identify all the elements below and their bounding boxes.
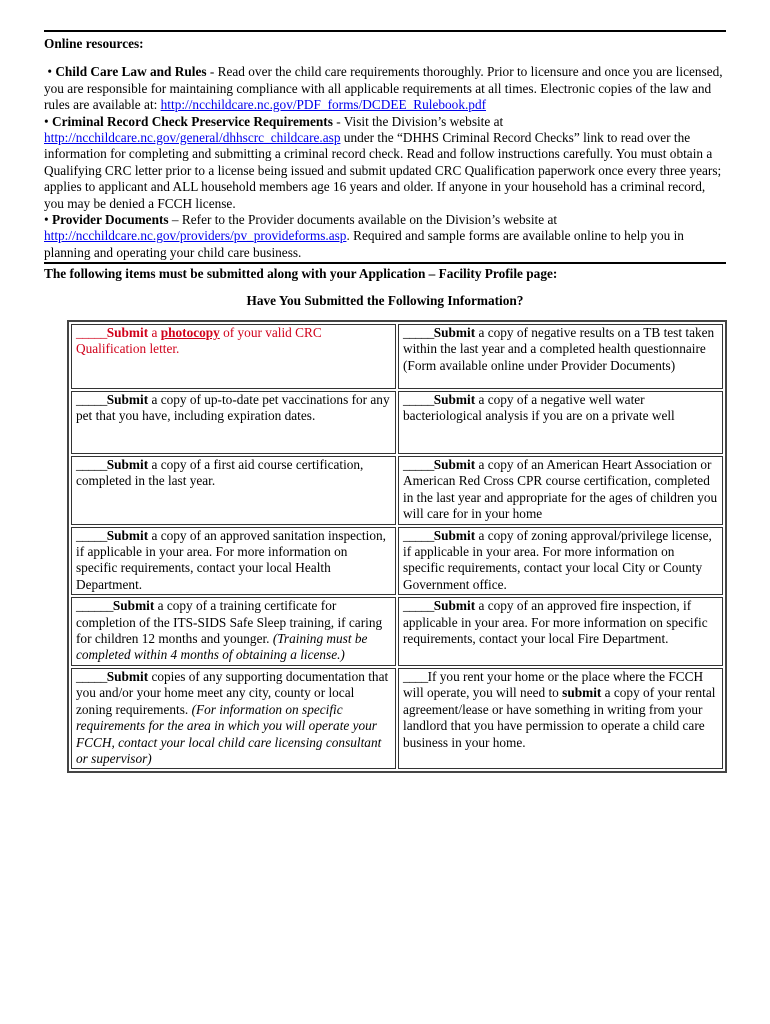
checklist-cell-first-aid: _____Submit a copy of a first aid course certification, completed in the last year.: [71, 456, 396, 525]
bullet: •: [44, 113, 49, 129]
online-resources-heading: Online resources:: [44, 36, 144, 51]
item-law-and-rules: • Child Care Law and Rules - Read over the child care requirements thoroughly. Prior to licensure and once you are licensed, you are responsible for maintaining compliance with all applicable requirements at all times. Electronic copies of the law and rules are available at: http://ncchildcare.nc.gov/PDF_forms/DCDEE_Rulebook.pdf: [44, 64, 723, 113]
item-label: Criminal Record Check Preservice Requirements: [51, 113, 333, 129]
checklist-cell-safe-sleep: ______Submit a copy of a training certificate for completion of the ITS-SIDS Safe Sleep training, if caring for children 12 months and younger. (Training must be completed within 4 months of obtaining a license.): [71, 597, 396, 666]
provider-forms-link[interactable]: http://ncchildcare.nc.gov/providers/pv_provideforms.asp: [44, 228, 347, 244]
checklist-cell-crc: [71, 324, 396, 389]
checklist-table: [67, 320, 727, 773]
checklist-text: _____Submit a photocopy of your valid CRC Qualification letter.: [76, 325, 322, 357]
item-criminal-record-check: • Criminal Record Check Preservice Requirements - Visit the Division’s website at http://ncchildcare.nc.gov/general/dhhscrc_childcare.asp under the “DHHS Criminal Record Checks” link to read over the information for completing and submitting a criminal record check. Read and follow instructions carefully. You must obtain a Qualifying CRC letter prior to a license being issued and submit updated CRC Qualification paperwork once every three years; applies to applicant and ALL household members age 16 years and older. If anyone in your household has a criminal record, you may be denied a FCCH license.: [44, 113, 722, 211]
bullet: •: [44, 212, 49, 228]
checklist-cell-well-water: _____Submit a copy of a negative well water bacteriological analysis if you are on a private well: [398, 391, 723, 454]
top-rule: [44, 30, 726, 32]
item-provider-documents: • Provider Documents – Refer to the Provider documents available on the Division’s website at http://ncchildcare.nc.gov/providers/pv_provideforms.asp. Required and sample forms are available online to help you in planning and operating your child care business.: [44, 212, 684, 260]
item-label: Child Care Law and Rules: [55, 64, 207, 80]
table-title: Have You Submitted the Following Information?: [246, 292, 524, 308]
table-row: [71, 668, 723, 769]
document-page: [44, 30, 726, 309]
item-label: Provider Documents: [51, 212, 169, 228]
checklist-cell-tb-test: _____Submit a copy of negative results on a TB test taken within the last year and a completed health questionnaire (Form available online under Provider Documents): [398, 324, 723, 389]
checklist-cell-pet-vaccinations: _____Submit a copy of up-to-date pet vaccinations for any pet that you have, including expiration dates.: [71, 391, 396, 454]
crc-link[interactable]: http://ncchildcare.nc.gov/general/dhhscrc_childcare.asp: [44, 130, 341, 146]
checklist-cell-sanitation: _____Submit a copy of an approved sanitation inspection, if applicable in your area. For more information on specific requirements, contact your local Health Department.: [71, 527, 396, 596]
table-row: [71, 597, 723, 666]
checklist-cell-fire-inspection: _____Submit a copy of an approved fire inspection, if applicable in your area. For more information on specific requirements, contact your local Fire Department.: [398, 597, 723, 666]
bullet: •: [47, 64, 52, 80]
table-row: [71, 456, 723, 525]
checklist-cell-cpr: _____Submit a copy of an American Heart Association or American Red Cross CPR course certification, completed in the last year and appropriate for the ages of children you will care for in your home: [398, 456, 723, 525]
table-row: [71, 324, 723, 389]
section-divider: [44, 262, 726, 264]
submit-heading: The following items must be submitted along with your Application – Facility Profile page:: [44, 266, 558, 282]
rulebook-link[interactable]: http://ncchildcare.nc.gov/PDF_forms/DCDEE_Rulebook.pdf: [160, 97, 487, 113]
checklist-cell-rental: ____If you rent your home or the place where the FCCH will operate, you will need to submit a copy of your rental agreement/lease or have something in writing from your landlord that you have permission to operate a child care business in your home.: [398, 668, 723, 769]
table-row: [71, 527, 723, 596]
checklist-cell-zoning: _____Submit a copy of zoning approval/privilege license, if applicable in your area. For more information on specific requirements, contact your local City or County Government office.: [398, 527, 723, 596]
table-row: [71, 391, 723, 454]
checklist-cell-zoning-docs: _____Submit copies of any supporting documentation that you and/or your home meet any city, county or local zoning requirements. (For information on specific requirements for the area in which you will operate your FCCH, contact your local child care licensing consultant or supervisor): [71, 668, 396, 769]
